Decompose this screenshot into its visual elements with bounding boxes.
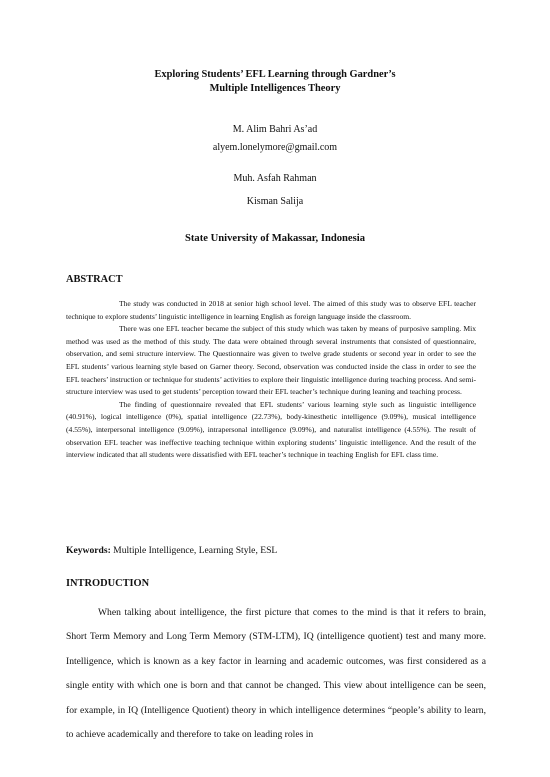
abstract-heading: ABSTRACT	[66, 274, 123, 285]
abstract-paragraph: There was one EFL teacher became the subject of this study which was taken by means of purposive sampling. Mix method was used as the method of this study. The data were obtained through several instruments that consisted of questionnaire, observation, and semi structure interview. The Questionnaire was given to twelve grade students or second year in order to see the EFL students’ various learning style based on Garner theory. Second, observation was conducted inside the class in order to see the EFL teachers’ instruction or technique for students’ activities to explore their linguistic intelligence during teaching process. And semi-structure interview was used to get students’ perception toward their EFL teacher’s technique during leaning and teaching process.	[66, 324, 476, 397]
keywords-text: Multiple Intelligence, Learning Style, ESL	[113, 545, 278, 556]
abstract-paragraph: The finding of questionnaire revealed that EFL students’ various learning style such as linguistic intelligence (40.91%), logical intelligence (0%), spatial intelligence (22.73%), body-kinesthetic intelligence (9.09%), musical intelligence (4.55%), interpersonal intelligence (9.09%), intrapersonal intelligence (9.09%), and naturalist intelligence (4.55%). The result of observation EFL teacher was ineffective teaching technique within exploring students’ linguistic intelligence. And the result of the interview indicated that all students were dissatisfied with EFL teacher’s technique in teaching English for EFL class time.	[66, 399, 476, 460]
author-name: M. Alim Bahri As’ad	[232, 124, 318, 135]
title-line-2: Multiple Intelligences Theory	[209, 83, 341, 94]
abstract-body	[66, 298, 476, 462]
introduction-heading: INTRODUCTION	[66, 578, 150, 589]
keywords-line	[66, 545, 277, 556]
paper-title	[60, 68, 490, 96]
author-name: Muh. Asfah Rahman	[233, 173, 317, 184]
keywords-label: Keywords:	[66, 545, 111, 556]
affiliation: State University of Makassar, Indonesia	[184, 233, 365, 244]
author-email: alyem.lonelymore@gmail.com	[212, 142, 338, 153]
introduction-paragraph: When talking about intelligence, the first picture that comes to the mind is that it refers to brain, Short Term Memory and Long Term Memory (STM-LTM), IQ (intelligence quotient) test and many more. Intelligence, which is known as a key factor in learning and academic outcomes, was first considered as a single entity with which one is born and that cannot be changed. This view about intelligence can be seen, for example, in IQ (Intelligence Quotient) theory in which intelligence determines “people’s ability to learn, to achieve academically and therefore to take on leading roles in	[66, 607, 486, 741]
title-line-1: Exploring Students’ EFL Learning through Gardner’s	[154, 69, 396, 80]
introduction-body	[66, 601, 486, 747]
author-name: Kisman Salija	[246, 196, 304, 207]
abstract-paragraph: The study was conducted in 2018 at senior high school level. The aimed of this study was to observe EFL teacher technique to explore students’ linguistic intelligence in learning English as foreign language inside the classroom.	[66, 299, 476, 321]
